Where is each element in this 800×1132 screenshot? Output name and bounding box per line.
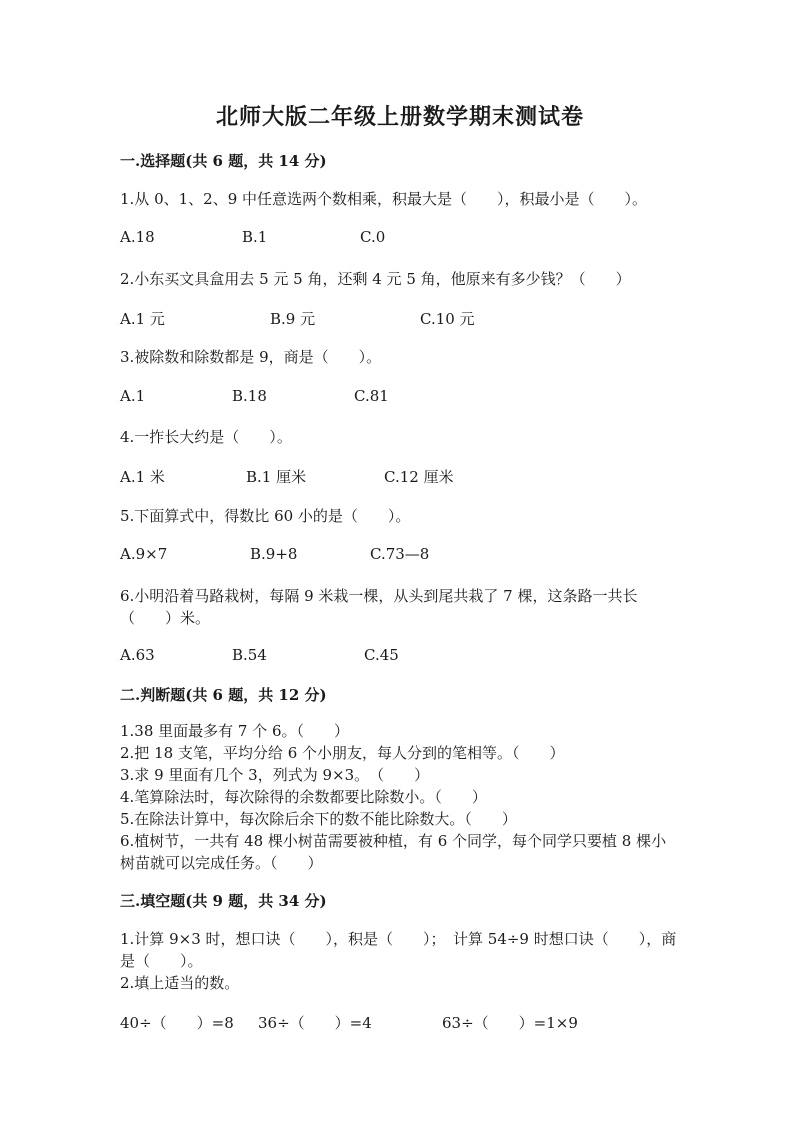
option-b: B.1 厘米 xyxy=(246,468,307,486)
options-row xyxy=(120,646,680,668)
options-row xyxy=(120,466,680,488)
fill-blank-item: 1.计算 9×3 时，想口诀（ ），积是（ ）； 计算 54÷9 时想口诀（ ），商是（ ）。 xyxy=(120,930,677,970)
question-text: 4.一拃长大约是（ ）。 xyxy=(120,428,292,446)
option-c: C.12 厘米 xyxy=(384,468,454,486)
options-row xyxy=(120,228,680,250)
options-row xyxy=(120,308,680,330)
option-a: A.1 米 xyxy=(120,468,165,486)
fill-blank-item: 2.填上适当的数。 xyxy=(120,974,240,992)
section-heading-judgment: 二.判断题(共 6 题，共 12 分) xyxy=(120,686,327,704)
section-heading-choice: 一.选择题(共 6 题，共 14 分) xyxy=(120,152,327,170)
judgment-list xyxy=(120,720,680,874)
judgment-item: 2.把 18 支笔，平均分给 6 个小朋友，每人分到的笔相等。（ ） xyxy=(120,744,565,762)
question-text: 5.下面算式中，得数比 60 小的是（ ）。 xyxy=(120,507,411,525)
option-c: C.45 xyxy=(364,646,399,664)
options-row xyxy=(120,387,680,409)
option-a: A.1 xyxy=(120,387,146,405)
option-b: B.9+8 xyxy=(250,545,298,563)
option-b: B.1 xyxy=(242,228,268,246)
question-text: 6.小明沿着马路栽树，每隔 9 米栽一棵，从头到尾共栽了 7 棵，这条路一共长（ ）米。 xyxy=(120,587,638,627)
judgment-item: 4.笔算除法时，每次除得的余数都要比除数小。（ ） xyxy=(120,788,487,806)
question-text: 3.被除数和除数都是 9，商是（ ）。 xyxy=(120,348,382,366)
section-heading-fill-blank: 三.填空题(共 9 题，共 34 分) xyxy=(120,892,327,910)
option-b: B.54 xyxy=(232,646,267,664)
question-text: 2.小东买文具盒用去 5 元 5 角，还剩 4 元 5 角，他原来有多少钱？（ ） xyxy=(120,270,631,288)
options-row xyxy=(120,545,680,567)
equation: 63÷（ ）=1×9 xyxy=(442,1014,578,1032)
judgment-item: 5.在除法计算中，每次除后余下的数不能比除数大。（ ） xyxy=(120,810,517,828)
fill-blank-list xyxy=(120,928,680,994)
judgment-item: 6.植树节，一共有 48 棵小树苗需要被种植，有 6 个同学，每个同学只要植 8 棵小树苗就可以完成任务。（ ） xyxy=(120,832,667,872)
option-c: C.10 元 xyxy=(420,310,475,328)
option-c: C.73—8 xyxy=(370,545,430,563)
equation: 36÷（ ）=4 xyxy=(258,1014,372,1032)
option-a: A.18 xyxy=(120,228,155,246)
question-text: 1.从 0、1、2、9 中任意选两个数相乘，积最大是（ ），积最小是（ ）。 xyxy=(120,190,648,208)
option-a: A.1 元 xyxy=(120,310,165,328)
judgment-item: 3.求 9 里面有几个 3，列式为 9×3。 （ ） xyxy=(120,766,430,784)
option-a: A.9×7 xyxy=(120,545,168,563)
exam-title: 北师大版二年级上册数学期末测试卷 xyxy=(215,104,584,130)
judgment-item: 1.38 里面最多有 7 个 6。（ ） xyxy=(120,722,350,740)
option-c: C.0 xyxy=(360,228,386,246)
option-b: B.18 xyxy=(232,387,267,405)
equation-row xyxy=(120,1012,680,1034)
option-a: A.63 xyxy=(120,646,155,664)
option-b: B.9 元 xyxy=(270,310,316,328)
option-c: C.81 xyxy=(354,387,389,405)
equation: 40÷（ ）=8 xyxy=(120,1014,234,1032)
